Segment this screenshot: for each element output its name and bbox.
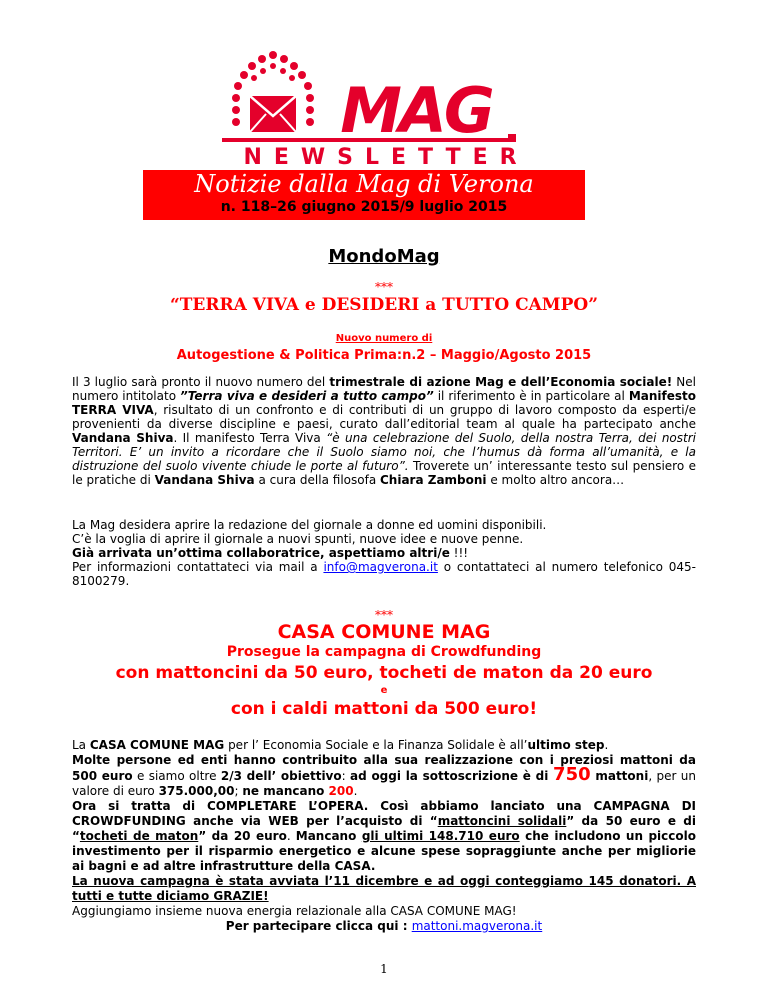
article2-subtitle: Prosegue la campagna di Crowdfunding xyxy=(226,644,542,660)
separator-stars: *** xyxy=(375,280,393,294)
section-title: MondoMag xyxy=(328,246,440,267)
newsletter-title: Notizie dalla Mag di Verona xyxy=(194,170,534,198)
article2-conjunction: e xyxy=(380,685,388,696)
article2-subtitle: con mattoncini da 50 euro, tocheti de maton da 20 euro xyxy=(115,663,653,683)
article2-subtitle: con i caldi mattoni da 500 euro! xyxy=(230,699,538,719)
logo-mag-text: MAG xyxy=(340,74,492,147)
article1-paragraph: Il 3 luglio sarà pronto il nuovo numero del trimestrale di azione Mag e dell’Economia sociale! Nel numero intitolato ”Terra viva e desideri a tutto campo” il riferimento è in particolare al Manifesto TERRA VIVA, risultato di un confronto e di contributi di un gruppo di lavoro composto da esperti/e provenienti da diverse discipline e paesi, curato dall’editorial team al quale ha partecipato anche Vandana Shiva. Il manifesto Terra Viva “è una celebrazione del Suolo, della nostra Terra, dei nostri Territori. E’ un invito a ricordare che il Suolo siamo noi, che l’humus dà forma all’umanità, e la distruzione del suolo vivente chiude le porte al futuro”. Troverete un’ interessante testo sul pensiero e le pratiche di Vandana Shiva a cura della filosofa Chiara Zamboni e molto altro ancora… xyxy=(72,375,697,487)
logo-newsletter-text: NEWSLETTER xyxy=(243,145,529,168)
article1-kicker: Nuovo numero di xyxy=(335,333,433,344)
article1-title: “TERRA VIVA e DESIDERI a TUTTO CAMPO” xyxy=(170,295,598,315)
article1-subtitle: Autogestione & Politica Prima:n.2 – Maggio/Agosto 2015 xyxy=(176,348,592,363)
crowdfunding-link[interactable]: mattoni.magverona.it xyxy=(411,919,543,933)
page-number: 1 xyxy=(380,962,388,976)
article2-body: La CASA COMUNE MAG per l’ Economia Sociale e la Finanza Solidale è all’ultimo step. Molte persone ed enti hanno contribuito alla sua realizzazione con i preziosi mattoni da 500 euro e siamo oltre 2/3 dell’ obiettivo: ad oggi la sottoscrizione è di 750 mattoni, per un valore di euro 375.000,00; ne mancano 200. Ora si tratta di COMPLETARE L’OPERA. Così abbiamo lanciato una CAMPAGNA DI CROWDFUNDING anche via WEB per l’acquisto di “mattoncini solidali” da 50 euro e di “tocheti de maton” da 20 euro. Mancano gli ultimi 148.710 euro che includono un piccolo investimento per il risparmio energetico e alcune spese sopraggiunte anche per migliorie ai bagni e ad altre infrastrutture della CASA. La nuova campagna è stata avviata l’11 dicembre e ad oggi conteggiamo 145 donatori. A tutti e tutte diciamo GRAZIE! Aggiungiamo insieme nuova energia relazionale alla CASA COMUNE MAG! Per partecipare clicca qui : mattoni.magverona.it xyxy=(72,738,697,933)
house-envelope-icon xyxy=(232,51,314,132)
email-link[interactable]: info@magverona.it xyxy=(323,560,438,574)
separator-stars: *** xyxy=(375,608,393,622)
article2-title: CASA COMUNE MAG xyxy=(277,621,491,643)
mag-newsletter-logo xyxy=(216,46,550,168)
header-band xyxy=(143,170,585,220)
article1-contact-paragraph: La Mag desidera aprire la redazione del giornale a donne ed uomini disponibili. C’è la voglia di aprire il giornale a nuovi spunti, nuove idee e nuove penne. Già arrivata un’ottima collaboratrice, aspettiamo altri/e !!! Per informazioni contattateci via mail a info@magverona.it o contattateci al numero telefonico 045-8100279. xyxy=(72,518,696,588)
issue-number: n. 118–26 giugno 2015/9 luglio 2015 xyxy=(220,199,508,215)
